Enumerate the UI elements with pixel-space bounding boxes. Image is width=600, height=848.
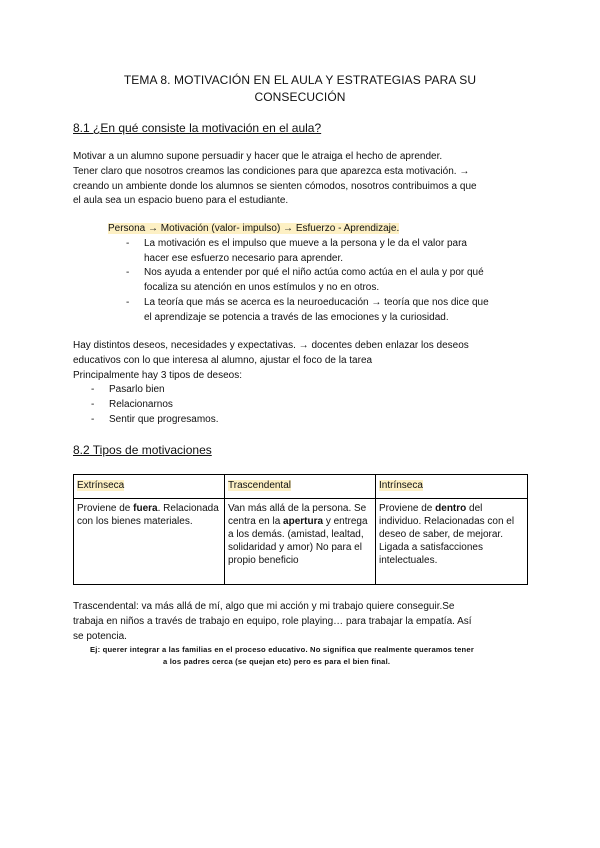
title-line-2: CONSECUCIÓN xyxy=(254,90,346,104)
intro-line: Tener claro que nosotros creamos las condiciones para que aparezca esta motivación. → xyxy=(73,165,470,177)
example-line-2: a los padres cerca (se quejan etc) pero es para el bien final. xyxy=(163,657,391,666)
list-item: - Sentir que progresamos. xyxy=(91,413,533,428)
section-heading-8-2: 8.2 Tipos de motivaciones xyxy=(73,443,212,457)
trascendental-paragraph: Trascendental: va más allá de mí, algo que mi acción y mi trabajo quiere conseguir.Se trabaja en niños a través de trabajo en equipo, role playing… para trabajar la empatía. Así se potencia. xyxy=(73,601,472,642)
intro-line: el aula sea un espacio bueno para el estudiante. xyxy=(73,195,289,207)
list-item: - La motivación es el impulso que mueve a la persona y le da el valor para hacer ese esfuerzo necesario para aprender. xyxy=(126,237,538,267)
list-item: - Pasarlo bien xyxy=(91,383,533,398)
table-header-cell: Extrínseca xyxy=(74,475,225,499)
example-line-1: Ej: querer integrar a las familias en el proceso educativo. No significa que realmente queramos tener xyxy=(90,645,474,654)
table-cell: Proviene de dentro del individuo. Relacionadas con el deseo de saber, de mejorar. Ligada a satisfacciones intelectuales. xyxy=(376,499,528,585)
list-item: - La teoría que más se acerca es la neuroeducación → teoría que nos dice que el aprendizaje se potencia a través de las emociones y la curiosidad. xyxy=(126,296,538,326)
list-item: - Nos ayuda a entender por qué el niño actúa como actúa en el aula y por qué focaliza su atención en unos estímulos y no en otros. xyxy=(126,266,538,296)
desires-list xyxy=(91,383,533,427)
table-cell: Van más allá de la persona. Se centra en la apertura y entrega a los demás. (amistad, lealtad, solidaridad y amor) No para el propio beneficio xyxy=(225,499,376,585)
table-header-cell: Trascendental xyxy=(225,475,376,499)
table-cell: Proviene de fuera. Relacionada con los bienes materiales. xyxy=(74,499,225,585)
section-heading-8-1: 8.1 ¿En qué consiste la motivación en el aula? xyxy=(73,121,322,135)
motivation-bullets xyxy=(126,237,538,326)
title-line-1: TEMA 8. MOTIVACIÓN EN EL AULA Y ESTRATEGIAS PARA SU xyxy=(123,73,477,87)
desires-paragraph: Hay distintos deseos, necesidades y expectativas. → docentes deben enlazar los deseos educativos con lo que interesa al alumno, ajustar el foco de la tarea Principalmente hay 3 tipos de deseos: - Pasarlo bien - Relacionarnos - Sentir que progresamos. xyxy=(73,339,533,428)
intro-paragraph xyxy=(73,150,533,209)
motivation-block xyxy=(108,222,538,326)
motivation-types-table xyxy=(73,474,528,585)
intro-line: creando un ambiente donde los alumnos se sienten cómodos, nosotros contribuimos a que xyxy=(73,180,477,192)
highlighted-formula: Persona → Motivación (valor- impulso) → Esfuerzo - Aprendizaje. xyxy=(108,223,400,234)
table-header-cell: Intrínseca xyxy=(376,475,528,499)
page-title xyxy=(110,72,490,106)
list-item: - Relacionarnos xyxy=(91,398,533,413)
intro-line: Motivar a un alumno supone persuadir y hacer que le atraiga el hecho de aprender. xyxy=(73,151,443,162)
